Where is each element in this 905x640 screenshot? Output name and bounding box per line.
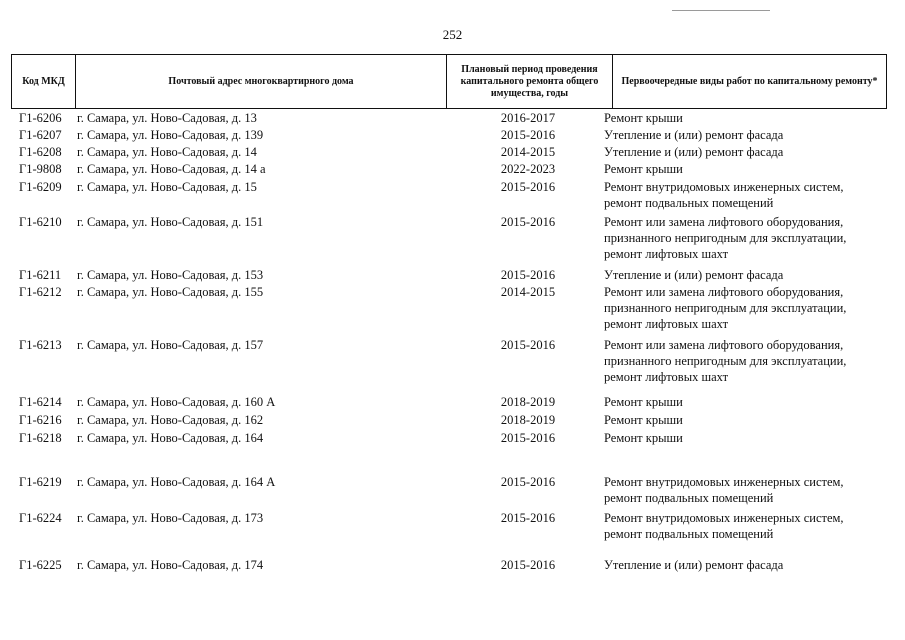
repair-work-line: Ремонт внутридомовых инженерных систем, bbox=[604, 180, 844, 194]
repair-work-line: Утепление и (или) ремонт фасада bbox=[604, 268, 784, 282]
mkd-code: Г1-6212 bbox=[19, 285, 62, 299]
mkd-address: г. Самара, ул. Ново-Садовая, д. 174 bbox=[77, 558, 264, 572]
repair-work-line: ремонт подвальных помещений bbox=[604, 196, 774, 210]
repair-work-line: ремонт лифтовых шахт bbox=[604, 247, 729, 261]
repair-period: 2014-2015 bbox=[500, 285, 556, 299]
repair-work-line: Ремонт или замена лифтового оборудования, bbox=[604, 215, 844, 229]
repair-work-line: ремонт подвальных помещений bbox=[604, 491, 774, 505]
mkd-code: Г1-6210 bbox=[19, 215, 62, 229]
repair-period: 2018-2019 bbox=[500, 413, 556, 427]
mkd-address: г. Самара, ул. Ново-Садовая, д. 164 bbox=[77, 431, 264, 445]
mkd-code: Г1-6209 bbox=[19, 180, 62, 194]
repair-works bbox=[604, 214, 889, 262]
mkd-code: Г1-6216 bbox=[19, 413, 62, 427]
repair-works bbox=[604, 557, 889, 573]
scan-mark bbox=[672, 10, 770, 11]
header-works: Первоочередные виды работ по капитальному ремонту* bbox=[612, 55, 886, 108]
mkd-address: г. Самара, ул. Ново-Садовая, д. 15 bbox=[77, 180, 257, 194]
mkd-code: Г1-6224 bbox=[19, 511, 62, 525]
mkd-address: г. Самара, ул. Ново-Садовая, д. 164 А bbox=[77, 475, 276, 489]
repair-work-line: Ремонт внутридомовых инженерных систем, bbox=[604, 511, 844, 525]
repair-work-line: ремонт лифтовых шахт bbox=[604, 370, 729, 384]
repair-work-line: Утепление и (или) ремонт фасада bbox=[604, 128, 784, 142]
repair-works bbox=[604, 394, 889, 410]
repair-works bbox=[604, 337, 889, 385]
repair-work-line: признанного непригодным для эксплуатации, bbox=[604, 354, 847, 368]
repair-period: 2014-2015 bbox=[500, 145, 556, 159]
repair-work-line: Ремонт крыши bbox=[604, 162, 683, 176]
repair-period: 2015-2016 bbox=[500, 180, 556, 194]
repair-work-line: Ремонт или замена лифтового оборудования, bbox=[604, 285, 844, 299]
repair-period: 2015-2016 bbox=[500, 558, 556, 572]
repair-work-line: признанного непригодным для эксплуатации, bbox=[604, 301, 847, 315]
mkd-address: г. Самара, ул. Ново-Садовая, д. 14 а bbox=[77, 162, 266, 176]
repair-works bbox=[604, 161, 889, 177]
mkd-code: Г1-6211 bbox=[19, 268, 62, 282]
repair-works bbox=[604, 144, 889, 160]
mkd-code: Г1-6214 bbox=[19, 395, 62, 409]
page-number: 252 bbox=[442, 27, 463, 42]
repair-period: 2016-2017 bbox=[500, 111, 556, 125]
repair-works bbox=[604, 474, 889, 506]
repair-period: 2015-2016 bbox=[500, 128, 556, 142]
mkd-code: Г1-6219 bbox=[19, 475, 62, 489]
repair-works bbox=[604, 127, 889, 143]
repair-period: 2018-2019 bbox=[500, 395, 556, 409]
mkd-address: г. Самара, ул. Ново-Садовая, д. 162 bbox=[77, 413, 264, 427]
repair-works bbox=[604, 110, 889, 126]
header-period: Плановый период проведения капитального ремонта общего имущества, годы bbox=[446, 55, 612, 108]
repair-works bbox=[604, 179, 889, 211]
repair-period: 2015-2016 bbox=[500, 431, 556, 445]
mkd-address: г. Самара, ул. Ново-Садовая, д. 157 bbox=[77, 338, 264, 352]
mkd-address: г. Самара, ул. Ново-Садовая, д. 151 bbox=[77, 215, 264, 229]
mkd-code: Г1-6218 bbox=[19, 431, 62, 445]
repair-work-line: Ремонт внутридомовых инженерных систем, bbox=[604, 475, 844, 489]
repair-works bbox=[604, 430, 889, 446]
repair-work-line: признанного непригодным для эксплуатации, bbox=[604, 231, 847, 245]
repair-period: 2015-2016 bbox=[500, 215, 556, 229]
repair-work-line: Ремонт крыши bbox=[604, 395, 683, 409]
mkd-code: Г1-6207 bbox=[19, 128, 62, 142]
table-header bbox=[11, 54, 887, 109]
header-address: Почтовый адрес многоквартирного дома bbox=[75, 55, 446, 108]
repair-work-line: Утепление и (или) ремонт фасада bbox=[604, 145, 784, 159]
repair-works bbox=[604, 284, 889, 332]
repair-works bbox=[604, 510, 889, 542]
mkd-address: г. Самара, ул. Ново-Садовая, д. 139 bbox=[77, 128, 264, 142]
mkd-address: г. Самара, ул. Ново-Садовая, д. 153 bbox=[77, 268, 264, 282]
repair-period: 2015-2016 bbox=[500, 268, 556, 282]
mkd-address: г. Самара, ул. Ново-Садовая, д. 14 bbox=[77, 145, 257, 159]
repair-work-line: Ремонт крыши bbox=[604, 413, 683, 427]
mkd-address: г. Самара, ул. Ново-Садовая, д. 13 bbox=[77, 111, 257, 125]
mkd-address: г. Самара, ул. Ново-Садовая, д. 155 bbox=[77, 285, 264, 299]
mkd-code: Г1-6225 bbox=[19, 558, 62, 572]
mkd-code: Г1-6206 bbox=[19, 111, 62, 125]
repair-work-line: Ремонт крыши bbox=[604, 431, 683, 445]
repair-work-line: Ремонт крыши bbox=[604, 111, 683, 125]
repair-period: 2015-2016 bbox=[500, 338, 556, 352]
mkd-code: Г1-6208 bbox=[19, 145, 62, 159]
repair-work-line: Ремонт или замена лифтового оборудования, bbox=[604, 338, 844, 352]
repair-period: 2015-2016 bbox=[500, 511, 556, 525]
mkd-code: Г1-9808 bbox=[19, 162, 62, 176]
repair-period: 2015-2016 bbox=[500, 475, 556, 489]
repair-work-line: ремонт подвальных помещений bbox=[604, 527, 774, 541]
header-code: Код МКД bbox=[22, 75, 65, 87]
repair-works bbox=[604, 267, 889, 283]
repair-work-line: Утепление и (или) ремонт фасада bbox=[604, 558, 784, 572]
repair-works bbox=[604, 412, 889, 428]
mkd-code: Г1-6213 bbox=[19, 338, 62, 352]
mkd-address: г. Самара, ул. Ново-Садовая, д. 173 bbox=[77, 511, 264, 525]
repair-period: 2022-2023 bbox=[500, 162, 556, 176]
mkd-address: г. Самара, ул. Ново-Садовая, д. 160 А bbox=[77, 395, 276, 409]
repair-work-line: ремонт лифтовых шахт bbox=[604, 317, 729, 331]
